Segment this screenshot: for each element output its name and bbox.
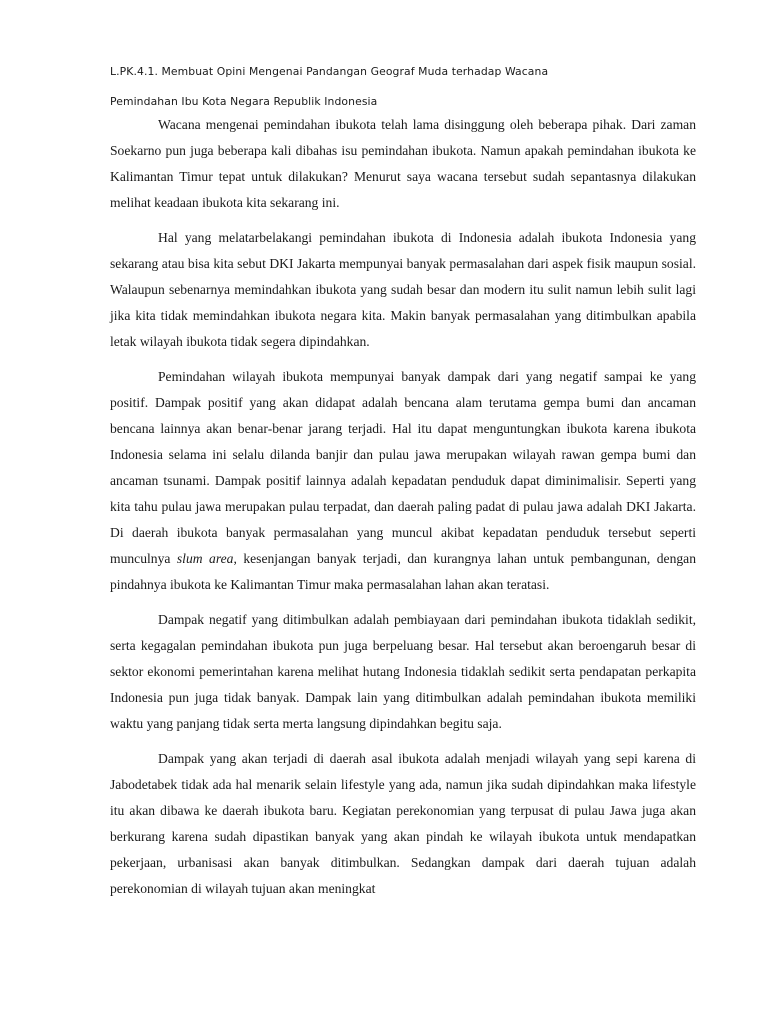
paragraph-1: Wacana mengenai pemindahan ibukota telah lama disinggung oleh beberapa pihak. Dari zaman Soekarno pun juga beberapa kali dibahas isu pemindahan ibukota. Namun apakah pemindahan ibukota ke Kalimantan Timur tepat untuk dilakukan? Menurut saya wacana tersebut sudah sepantasnya dilakukan melihat keadaan ibukota kita sekarang ini. — [110, 117, 696, 210]
paragraph-3-text-before: Pemindahan wilayah ibukota mempunyai banyak dampak dari yang negatif sampai ke yang positif. Dampak positif yang akan didapat adalah bencana alam terutama gempa bumi dan ancaman bencana lainnya akan benar-benar jarang terjadi. Hal itu dapat menguntungkan ibukota karena ibukota Indonesia selama ini selalu dilanda banjir dan pulau jawa merupakan wilayah rawan gempa bumi dan ancaman tsunami. Dampak positif lainnya adalah kepadatan penduduk dapat diminimalisir. Seperti yang kita tahu pulau jawa merupakan pulau terpadat, dan daerah paling padat di pulau jawa adalah DKI Jakarta. Di daerah ibukota banyak permasalahan yang muncul akibat kepadatan penduduk tersebut seperti munculnya — [110, 369, 696, 566]
paragraph-2: Hal yang melatarbelakangi pemindahan ibukota di Indonesia adalah ibukota Indonesia yang sekarang atau bisa kita sebut DKI Jakarta mempunyai banyak permasalahan dari aspek fisik maupun sosial. Walaupun sebenarnya memindahkan ibukota yang sudah besar dan modern itu sulit namun lebih sulit lagi jika kita tidak memindahkan ibukota negara kita. Makin banyak permasalahan yang ditimbulkan apabila letak wilayah ibukota tidak segera dipindahkan. — [110, 230, 696, 349]
document-heading-line-1: L.PK.4.1. Membuat Opini Mengenai Pandangan Geograf Muda terhadap Wacana — [110, 65, 549, 78]
paragraph-3-italic-term: slum area — [176, 551, 234, 566]
paragraph-3-text-after: , kesenjangan banyak terjadi, dan kurangnya lahan untuk pembangunan, dengan pindahnya ibukota ke Kalimantan Timur maka permasalahan lahan akan teratasi. — [110, 551, 697, 592]
paragraph-4: Dampak negatif yang ditimbulkan adalah pembiayaan dari pemindahan ibukota tidaklah sedikit, serta kegagalan pemindahan ibukota pun juga berpeluang besar. Hal tersebut akan beroengaruh besar di sektor ekonomi pemerintahan karena melihat hutang Indonesia tidaklah sedikit serta pendapatan perkapita Indonesia pun juga tidak banyak. Dampak lain yang ditimbulkan adalah pemindahan ibukota memiliki waktu yang panjang tidak serta merta langsung dipindahkan begitu saja. — [110, 612, 696, 731]
paragraph-3 — [110, 364, 696, 598]
paragraph-5: Dampak yang akan terjadi di daerah asal ibukota adalah menjadi wilayah yang sepi karena di Jabodetabek tidak ada hal menarik selain lifestyle yang ada, namun jika sudah dipindahkan maka lifestyle itu akan dibawa ke daerah ibukota baru. Kegiatan perekonomian yang terpusat di pulau Jawa juga akan berkurang karena sudah dipastikan banyak yang akan pindah ke wilayah ibukota untuk mendapatkan pekerjaan, urbanisasi akan banyak ditimbulkan. Sedangkan dampak dari daerah tujuan adalah perekonomian di wilayah tujuan akan meningkat — [110, 751, 696, 896]
document-heading-line-2: Pemindahan Ibu Kota Negara Republik Indonesia — [110, 95, 378, 108]
document-page — [110, 64, 696, 902]
